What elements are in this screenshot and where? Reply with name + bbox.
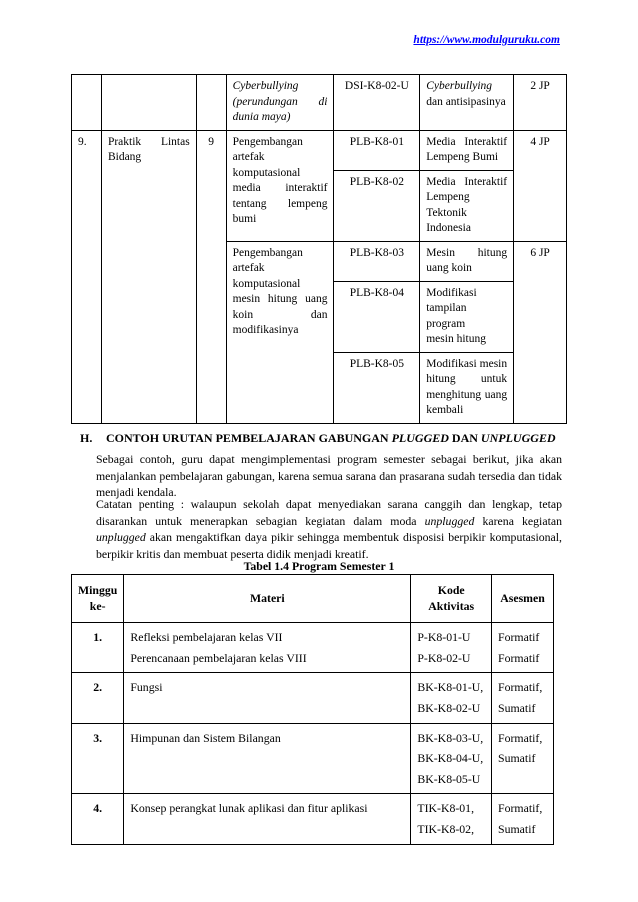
paragraph-note: Catatan penting : walaupun sekolah dapat menyediakan sarana canggih dan lengkap, tetap disarankan untuk menerapkan sebagian kegiatan dalam moda unplugged karena kegiatan unplugged akan mengaktifkan daya pikir sehingga membentuk disposisi berpikir komputasional, berpikir kritis dan membuat peserta didik menjadi kreatif.: [96, 497, 562, 561]
section-letter: H.: [80, 431, 93, 445]
topic-cell: Praktik Lintas Bidang: [101, 130, 196, 423]
kode-cell: DSI-K8-02-U: [334, 75, 420, 131]
aktivitas-cell: Cyberbullying dan antisipasinya: [420, 75, 514, 131]
empty-cell: [101, 75, 196, 131]
header-materi: Materi: [124, 575, 411, 623]
kode-cell: TIK-K8-01, TIK-K8-02,: [411, 794, 492, 844]
week-number: 2.: [72, 673, 124, 723]
materi-cell: Konsep perangkat lunak aplikasi dan fitur aplikasi: [124, 794, 411, 844]
aktivitas-cell: Media Interaktif Lempeng Bumi: [420, 130, 514, 170]
kode-cell: P-K8-01-U P-K8-02-U: [411, 623, 492, 673]
asesmen-cell: Formatif, Sumatif: [492, 673, 554, 723]
table-header-row: [72, 575, 554, 623]
jp-cell: 4 JP: [514, 130, 567, 241]
empty-cell: [72, 75, 102, 131]
week-number: 3.: [72, 723, 124, 794]
asesmen-cell: Formatif Formatif: [492, 623, 554, 673]
row-number: 9.: [72, 130, 102, 423]
materi-cell: Refleksi pembelajaran kelas VII Perencanaan pembelajaran kelas VIII: [124, 623, 411, 673]
week-number: 4.: [72, 794, 124, 844]
table-row: [72, 723, 554, 794]
table-caption: Tabel 1.4 Program Semester 1: [243, 559, 395, 573]
semester-program-table: [71, 574, 554, 845]
table-row: [72, 130, 567, 170]
empty-cell: [196, 75, 226, 131]
materi-cell: Pengembangan artefak komputasional mesin hitung uang koin dan modifikasinya: [226, 241, 334, 423]
kode-cell: PLB-K8-02: [334, 170, 420, 241]
paragraph-intro: Sebagai contoh, guru dapat mengimplementasi program semester sebagai berikut, jika akan menjalankan pembelajaran gabungan, karena semua sarana dan prasarana sudah tersedia dan tidak menjadi kendala.: [96, 452, 562, 500]
aktivitas-cell: Media Interaktif Lempeng Tektonik Indonesia: [420, 170, 514, 241]
asesmen-cell: Formatif, Sumatif: [492, 794, 554, 844]
materi-cell: Fungsi: [124, 673, 411, 723]
jp-cell: 6 JP: [514, 241, 567, 423]
kode-cell: PLB-K8-03: [334, 241, 420, 281]
table-row: [72, 623, 554, 673]
kode-cell: BK-K8-01-U, BK-K8-02-U: [411, 673, 492, 723]
kode-cell: PLB-K8-01: [334, 130, 420, 170]
aktivitas-cell: Modifikasi tampilan program mesin hitung: [420, 281, 514, 352]
website-link[interactable]: https://www.modulguruku.com: [413, 34, 560, 46]
aktivitas-cell: Modifikasi mesin hitung untuk menghitung uang kembali: [420, 352, 514, 423]
table-row: [72, 673, 554, 723]
materi-cell: Cyberbullying (perundungan di dunia maya): [226, 75, 334, 131]
table-row: [72, 794, 554, 844]
kode-cell: BK-K8-03-U, BK-K8-04-U, BK-K8-05-U: [411, 723, 492, 794]
header-kode: Kode Aktivitas: [411, 575, 492, 623]
header-minggu: Minggu ke-: [72, 575, 124, 623]
kode-cell: PLB-K8-04: [334, 281, 420, 352]
table-row: [72, 75, 567, 131]
kode-cell: PLB-K8-05: [334, 352, 420, 423]
curriculum-table-continued: [71, 74, 567, 424]
materi-cell: Pengembangan artefak komputasional media interaktif tentang lempeng bumi: [226, 130, 334, 241]
asesmen-cell: Formatif, Sumatif: [492, 723, 554, 794]
header-asesmen: Asesmen: [492, 575, 554, 623]
aktivitas-cell: Mesin hitung uang koin: [420, 241, 514, 281]
section-heading: H. CONTOH URUTAN PEMBELAJARAN GABUNGAN PLUGGED DAN UNPLUGGED: [80, 431, 556, 445]
materi-cell: Himpunan dan Sistem Bilangan: [124, 723, 411, 794]
jp-cell: 2 JP: [514, 75, 567, 131]
week-cell: 9: [196, 130, 226, 423]
week-number: 1.: [72, 623, 124, 673]
